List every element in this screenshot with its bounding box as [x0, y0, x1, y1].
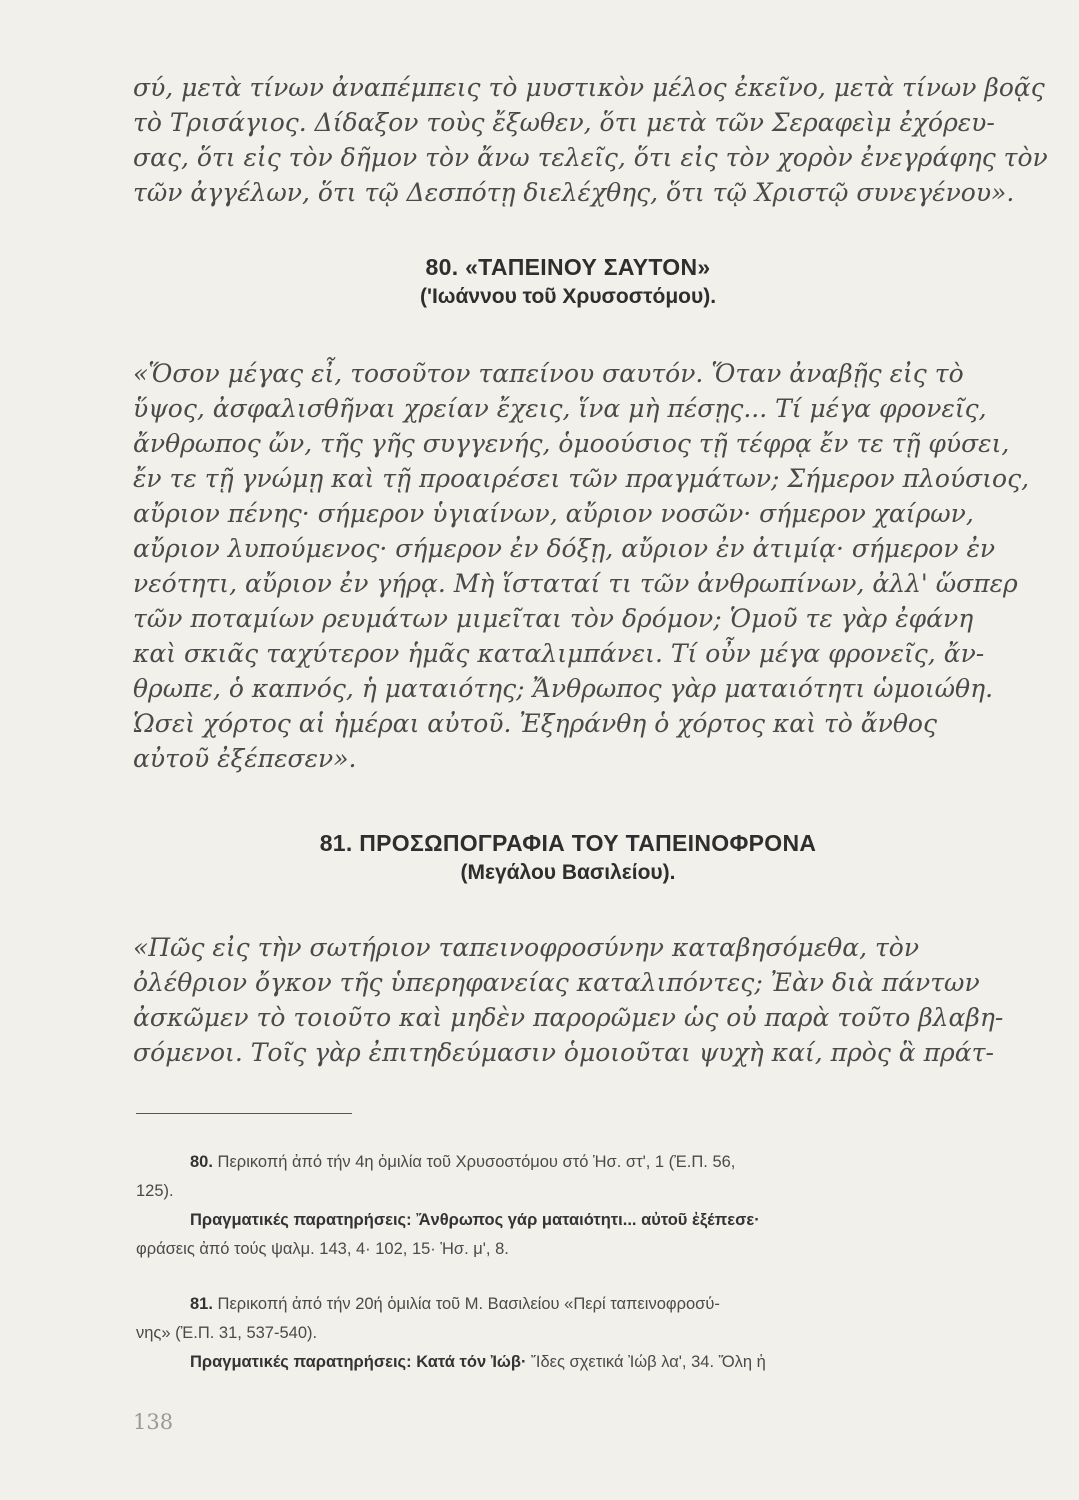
footnote-line: 125). — [136, 1182, 174, 1200]
footnote-line: νης» (Ἐ.Π. 31, 537-540). — [136, 1324, 318, 1342]
text-line: αὔριον πένης· σήμερον ὑγιαίνων, αὔριον νοσῶν· σήμερον χαίρων, — [133, 499, 974, 528]
section-81-title: 81. ΠΡΟΣΩΠΟΓΡΑΦΙΑ ΤΟΥ ΤΑΠΕΙΝΟΦΡΟΝΑ — [319, 830, 817, 856]
text-line: ἔν τε τῇ γνώμῃ καὶ τῇ προαιρέσει τῶν πραγμάτων; Σήμερον πλούσιος, — [133, 464, 1030, 493]
footnote-line — [190, 1348, 1002, 1377]
continuation-paragraph — [133, 70, 1048, 210]
text-line: αὔριον λυπούμενος· σήμερον ἐν δόξῃ, αὔριον ἐν ἀτιμίᾳ· σήμερον ἐν — [133, 534, 996, 563]
text-line: σύ, μετὰ τίνων ἀναπέμπεις τὸ μυστικὸν μέλος ἐκεῖνο, μετὰ τίνων βοᾷς — [133, 73, 1045, 102]
text-line: Ὡσεὶ χόρτος αἱ ἡμέραι αὐτοῦ. Ἐξηράνθη ὁ χόρτος καὶ τὸ ἄνθος — [133, 709, 937, 738]
footnote-text: Περικοπή ἀπό τήν 20ή ὁμιλία τοῦ Μ. Βασιλείου «Περί ταπεινοφροσύ- — [217, 1295, 720, 1313]
text-line: θρωπε, ὁ καπνός, ἡ ματαιότης; Ἄνθρωπος γὰρ ματαιότητι ὡμοιώθη. — [133, 674, 994, 703]
section-81-paragraph — [133, 930, 1003, 1070]
footnote-80 — [136, 1148, 1002, 1264]
section-80-heading — [133, 252, 1003, 312]
text-line: σόμενοι. Τοῖς γὰρ ἐπιτηδεύμασιν ὁμοιοῦται ψυχὴ καί, πρὸς ἃ πράτ- — [133, 1038, 994, 1067]
footnote-81 — [136, 1290, 1002, 1377]
footnote-divider — [136, 1113, 352, 1114]
footnote-text: Περικοπή ἀπό τήν 4η ὁμιλία τοῦ Χρυσοστόμου στό Ἡσ. στ', 1 (Ἐ.Π. 56, — [217, 1153, 736, 1171]
text-line: νεότητι, αὔριον ἐν γήρᾳ. Μὴ ἵσταταί τι τῶν ἀνθρωπίνων, ἀλλ' ὥσπερ — [133, 569, 1018, 598]
footnote-line — [190, 1206, 1002, 1235]
section-80-paragraph — [133, 356, 1030, 776]
text-line: ὀλέθριον ὄγκον τῆς ὑπερηφανείας καταλιπόντες; Ἐὰν διὰ πάντων — [133, 968, 980, 997]
page-number: 138 — [133, 1410, 174, 1434]
text-line: ἀσκῶμεν τὸ τοιοῦτο καὶ μηδὲν παρορῶμεν ὡς οὐ παρὰ τοῦτο βλαβη- — [133, 1003, 1004, 1032]
remarks-quote: Κατά τόν Ἰώβ· — [416, 1353, 527, 1371]
footnote-number: 80. — [190, 1153, 213, 1171]
footnote-number: 81. — [190, 1295, 213, 1313]
text-line: ὕψος, ἀσφαλισθῆναι χρείαν ἔχεις, ἵνα μὴ πέσῃς... Τί μέγα φρονεῖς, — [133, 394, 987, 423]
remarks-label: Πραγματικές παρατηρήσεις: — [190, 1211, 412, 1229]
section-80-subtitle: ('Ιωάννου τοῦ Χρυσοστόμου). — [419, 285, 717, 308]
text-line: «Πῶς εἰς τὴν σωτήριον ταπεινοφροσύνην καταβησόμεθα, τὸν — [133, 933, 920, 962]
text-line: σας, ὅτι εἰς τὸν δῆμον τὸν ἄνω τελεῖς, ὅτι εἰς τὸν χορὸν ἐνεγράφης τὸν — [133, 143, 1048, 172]
footnote-line — [136, 1290, 1002, 1319]
text-line: ἄνθρωπος ὤν, τῆς γῆς συγγενής, ὁμοούσιος τῇ τέφρᾳ ἔν τε τῇ φύσει, — [133, 429, 1010, 458]
remarks-quote: Ἄνθρωπος γάρ ματαιότητι... αὐτοῦ ἐξέπεσε· — [416, 1211, 760, 1229]
text-line: «Ὅσον μέγας εἶ, τοσοῦτον ταπείνου σαυτόν. Ὅταν ἀναβῇς εἰς τὸ — [133, 359, 964, 388]
section-81-heading — [133, 828, 1003, 888]
text-line: αὐτοῦ ἐξέπεσεν». — [133, 744, 357, 773]
section-80-title: 80. «ΤΑΠΕΙΝΟΥ ΣΑΥΤΟΝ» — [425, 254, 711, 280]
remarks-text: Ἴδες σχετικά Ἰώβ λα', 34. Ὅλη ἡ — [531, 1353, 766, 1371]
remarks-label: Πραγματικές παρατηρήσεις: — [190, 1353, 412, 1371]
section-81-subtitle: (Μεγάλου Βασιλείου). — [460, 861, 676, 884]
text-line: καὶ σκιᾶς ταχύτερον ἡμᾶς καταλιμπάνει. Τί οὖν μέγα φρονεῖς, ἄν- — [133, 639, 985, 668]
text-line: τὸ Τρισάγιος. Δίδαξον τοὺς ἔξωθεν, ὅτι μετὰ τῶν Σεραφεὶμ ἐχόρευ- — [133, 108, 995, 137]
text-line: τῶν ποταμίων ρευμάτων μιμεῖται τὸν δρόμον; Ὁμοῦ τε γὰρ ἐφάνη — [133, 604, 974, 633]
text-line: τῶν ἀγγέλων, ὅτι τῷ Δεσπότῃ διελέχθης, ὅτι τῷ Χριστῷ συνεγένου». — [133, 178, 1015, 207]
footnote-line — [136, 1148, 1002, 1177]
footnote-line: φράσεις ἀπό τούς ψαλμ. 143, 4· 102, 15· Ἡσ. μ', 8. — [136, 1240, 509, 1258]
